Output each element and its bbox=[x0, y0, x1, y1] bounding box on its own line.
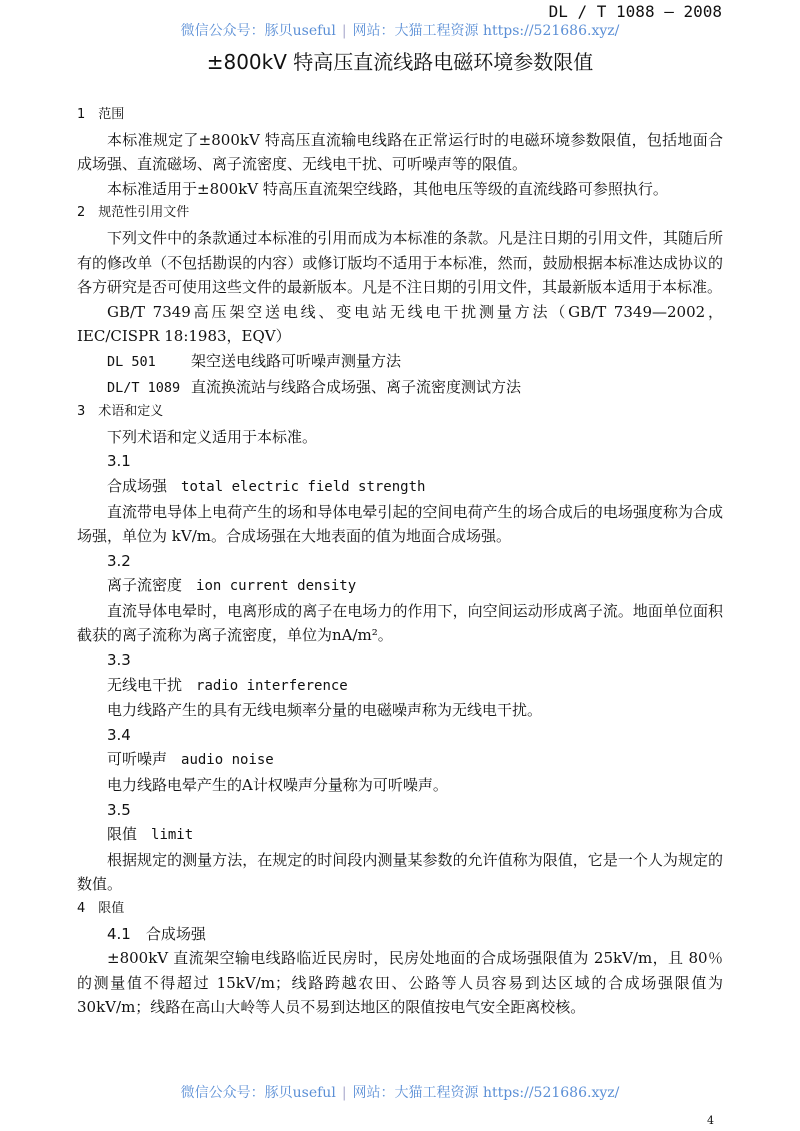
paragraph: ±800kV 直流架空输电线路临近民房时，民房处地面的合成场强限值为 25kV/m，且 80％的测量值不得超过 15kV/m；线路跨越农田、公路等人员容易到达区域的合成场强限值为30kV/m；线路在高山大岭等人员不易到达地区的限值按电气安全距离校核。 bbox=[77, 949, 723, 1017]
term-cn: 无线电干扰 bbox=[107, 675, 183, 694]
reference-title: 高压架空送电线、变电站无线电干扰测量方法（GB/T 7349—2002，IEC/CISPR 18:1983，EQV） bbox=[77, 302, 723, 346]
section-heading: 2 规范性引用文件 bbox=[77, 205, 190, 221]
watermark-separator: | bbox=[341, 1085, 347, 1101]
term-title bbox=[77, 474, 723, 500]
reference-title: 直流换流站与线路合成场强、离子流密度测试方法 bbox=[191, 377, 522, 396]
reference-code: GB/T 7349 bbox=[107, 302, 191, 321]
subsection-heading: 4.1 合成场强 bbox=[107, 924, 206, 943]
watermark-separator: | bbox=[341, 23, 347, 39]
term-number: 3.4 bbox=[107, 725, 131, 744]
term-en: total electric field strength bbox=[181, 478, 426, 495]
term-title bbox=[77, 573, 723, 599]
reference-item bbox=[77, 300, 723, 349]
term-cn: 限值 bbox=[107, 825, 138, 844]
reference-title: 架空送电线路可听噪声测量方法 bbox=[191, 351, 402, 370]
term-number: 3.2 bbox=[107, 551, 131, 570]
watermark-site: 网站：大猫工程资源 https://521686.xyz/ bbox=[352, 1085, 620, 1101]
document-number: DL / T 1088 — 2008 bbox=[548, 2, 722, 21]
reference-item bbox=[77, 349, 723, 375]
paragraph: 下列文件中的条款通过本标准的引用而成为本标准的条款。凡是注日期的引用文件，其随后所有的修改单（不包括勘误的内容）或修订版均不适用于本标准，然而，鼓励根据本标准达成协议的各方研究是否可使用这些文件的最新版本。凡是不注日期的引用文件，其最新版本适用于本标准。 bbox=[77, 228, 723, 297]
term-cn: 离子流密度 bbox=[107, 576, 183, 595]
section-heading: 3 术语和定义 bbox=[77, 404, 164, 420]
term-en: limit bbox=[151, 827, 194, 844]
paragraph: 本标准适用于±800kV 特高压直流架空线路，其他电压等级的直流线路可参照执行。 bbox=[107, 179, 668, 198]
reference-item bbox=[77, 375, 723, 401]
term-definition: 电力线路电晕产生的A计权噪声分量称为可听噪声。 bbox=[107, 776, 448, 795]
page-number: 4 bbox=[707, 1114, 714, 1127]
term-en: ion current density bbox=[196, 578, 357, 595]
term-en: audio noise bbox=[181, 752, 274, 769]
reference-code: DL/T 1089 bbox=[107, 379, 181, 396]
section-heading: 4 限值 bbox=[77, 901, 125, 916]
watermark-wechat: 微信公众号：豚贝useful bbox=[180, 23, 336, 39]
term-definition: 直流导体电晕时，电离形成的离子在电场力的作用下，向空间运动形成离子流。地面单位面积截获的离子流称为离子流密度，单位为nA/m²。 bbox=[77, 601, 723, 645]
watermark-wechat: 微信公众号：豚贝useful bbox=[180, 1085, 336, 1101]
term-cn: 合成场强 bbox=[107, 476, 168, 495]
term-definition: 电力线路产生的具有无线电频率分量的电磁噪声称为无线电干扰。 bbox=[107, 701, 543, 720]
paragraph: 下列术语和定义适用于本标准。 bbox=[107, 427, 318, 446]
term-title bbox=[77, 747, 723, 773]
term-title bbox=[77, 822, 723, 848]
term-number: 3.1 bbox=[107, 452, 131, 471]
page-title: ±800kV 特高压直流线路电磁环境参数限值 bbox=[206, 50, 594, 74]
section-heading: 1 范围 bbox=[77, 107, 125, 122]
paragraph: 本标准规定了±800kV 特高压直流输电线路在正常运行时的电磁环境参数限值，包括地面合成场强、直流磁场、离子流密度、无线电干扰、可听噪声等的限值。 bbox=[77, 130, 723, 174]
reference-code: DL 501 bbox=[107, 353, 156, 370]
watermark-top bbox=[0, 20, 800, 40]
watermark-site: 网站：大猫工程资源 https://521686.xyz/ bbox=[352, 23, 620, 39]
watermark-bottom bbox=[0, 1082, 800, 1102]
term-definition: 直流带电导体上电荷产生的场和导体电晕引起的空间电荷产生的场合成后的电场强度称为合成场强，单位为 kV/m。合成场强在大地表面的值为地面合成场强。 bbox=[77, 502, 723, 546]
term-en: radio interference bbox=[196, 677, 348, 694]
term-title bbox=[77, 673, 723, 699]
term-number: 3.5 bbox=[107, 800, 131, 819]
document-body bbox=[77, 103, 723, 1020]
term-number: 3.3 bbox=[107, 651, 131, 670]
term-definition: 根据规定的测量方法，在规定的时间段内测量某参数的允许值称为限值，它是一个人为规定的数值。 bbox=[77, 850, 723, 894]
term-cn: 可听噪声 bbox=[107, 750, 168, 769]
